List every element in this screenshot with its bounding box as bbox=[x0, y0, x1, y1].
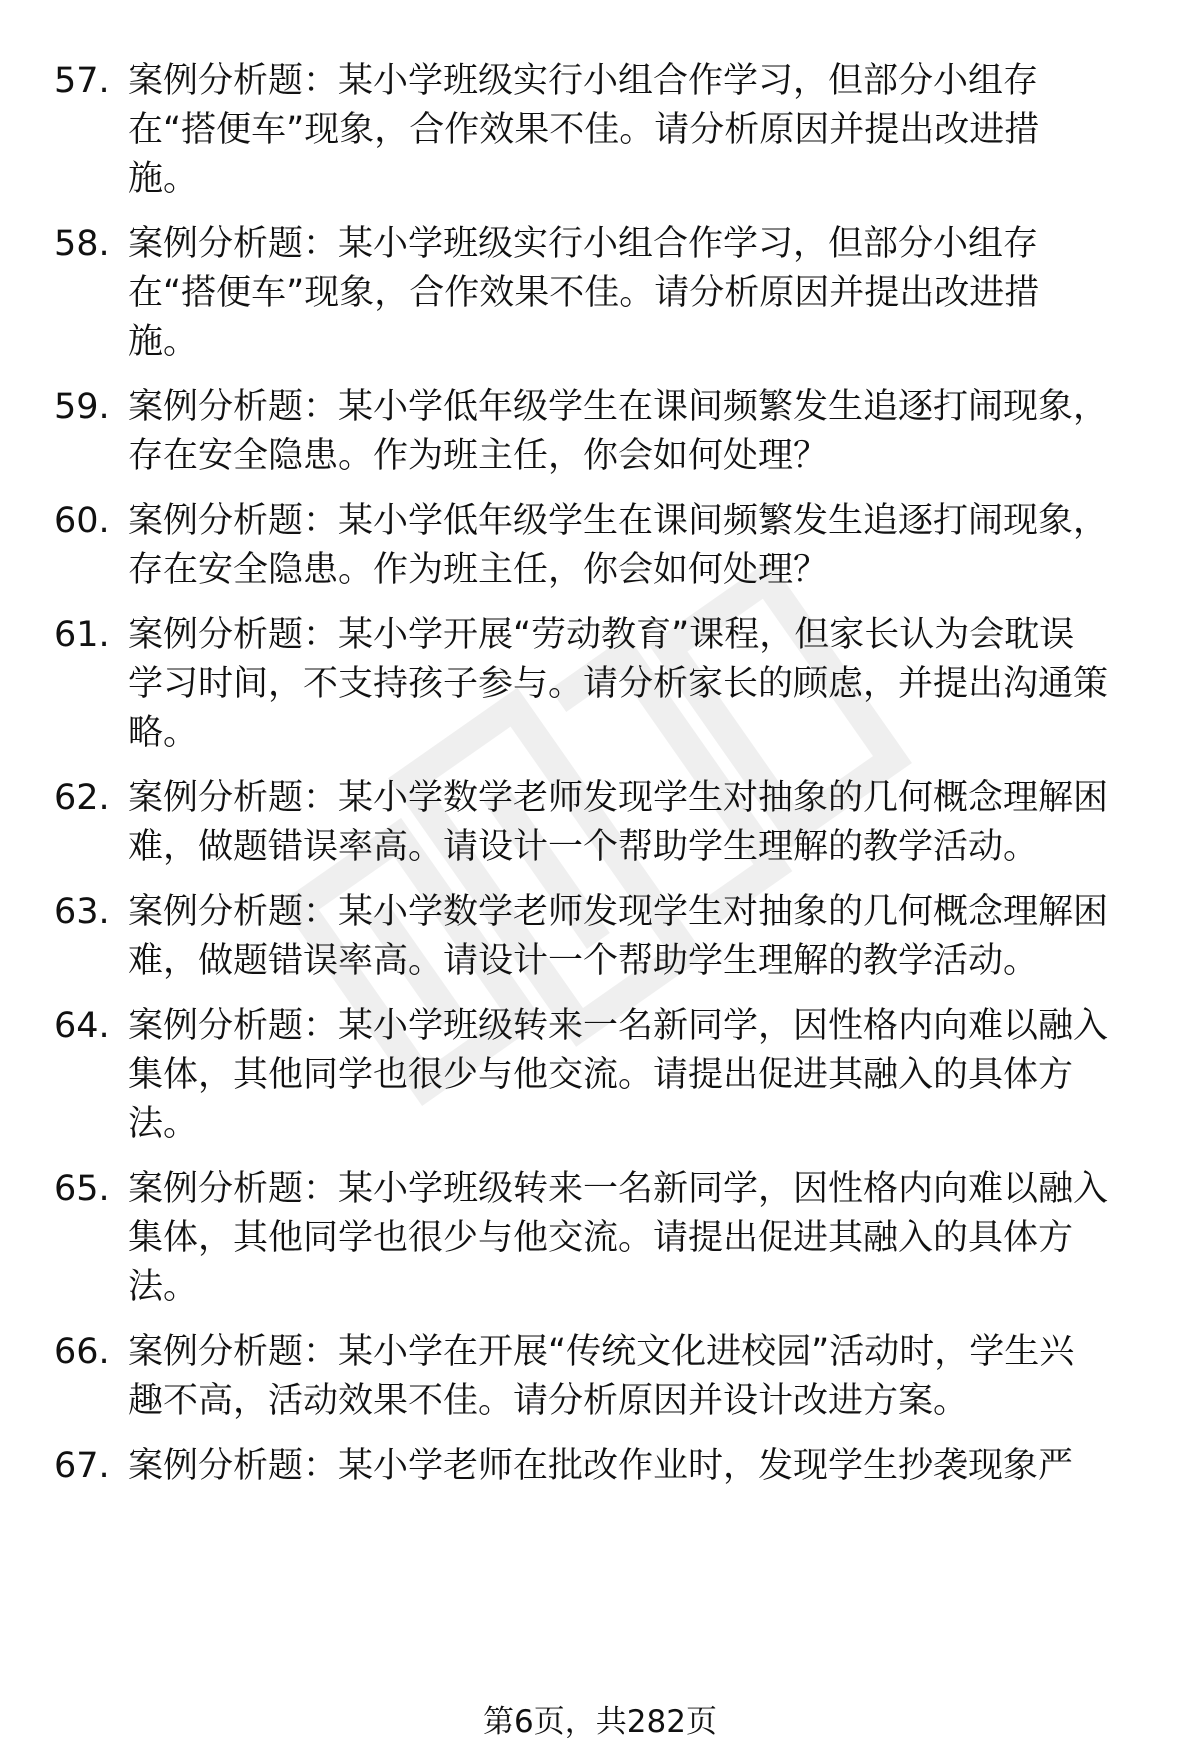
question-text-line: 集体，其他同学也很少与他交流。请提出促进其融入的具体方 bbox=[128, 1218, 1074, 1258]
question-text bbox=[128, 1442, 1138, 1491]
question-text bbox=[128, 1002, 1138, 1149]
question-number: 57. bbox=[54, 61, 110, 101]
question-text-line: 施。 bbox=[128, 322, 199, 362]
question-text bbox=[128, 1328, 1138, 1426]
question-text-line: 法。 bbox=[128, 1267, 199, 1307]
question-text-line: 在“搭便车”现象，合作效果不佳。请分析原因并提出改进措 bbox=[128, 273, 1040, 313]
question-text-line: 略。 bbox=[128, 713, 199, 753]
question-text-line: 案例分析题：某小学开展“劳动教育”课程，但家长认为会耽误 bbox=[128, 615, 1075, 655]
question-text bbox=[128, 57, 1138, 204]
question-number: 58. bbox=[54, 224, 110, 264]
question-text bbox=[128, 774, 1138, 872]
question-number: 66. bbox=[54, 1332, 110, 1372]
question-number: 62. bbox=[54, 778, 110, 818]
question-text-line: 案例分析题：某小学班级转来一名新同学，因性格内向难以融入 bbox=[128, 1006, 1109, 1046]
question-text-line: 案例分析题：某小学班级实行小组合作学习，但部分小组存 bbox=[128, 61, 1039, 101]
question-text-line: 施。 bbox=[128, 159, 199, 199]
question-text bbox=[128, 1165, 1138, 1312]
question-number: 64. bbox=[54, 1006, 110, 1046]
question-text-line: 案例分析题：某小学班级转来一名新同学，因性格内向难以融入 bbox=[128, 1169, 1109, 1209]
question-text-line: 案例分析题：某小学老师在批改作业时，发现学生抄袭现象严 bbox=[128, 1446, 1074, 1486]
question-text-line: 学习时间，不支持孩子参与。请分析家长的顾虑，并提出沟通策 bbox=[128, 664, 1109, 704]
question-text-line: 难，做题错误率高。请设计一个帮助学生理解的教学活动。 bbox=[128, 827, 1039, 867]
question-text-line: 集体，其他同学也很少与他交流。请提出促进其融入的具体方 bbox=[128, 1055, 1074, 1095]
question-number: 65. bbox=[54, 1169, 110, 1209]
question-text-line: 存在安全隐患。作为班主任，你会如何处理？ bbox=[128, 550, 829, 590]
question-text-line: 案例分析题：某小学班级实行小组合作学习，但部分小组存 bbox=[128, 224, 1039, 264]
question-text-line: 案例分析题：某小学低年级学生在课间频繁发生追逐打闹现象， bbox=[128, 387, 1109, 427]
question-number: 67. bbox=[54, 1446, 110, 1486]
question-text-line: 在“搭便车”现象，合作效果不佳。请分析原因并提出改进措 bbox=[128, 110, 1040, 150]
question-number: 63. bbox=[54, 892, 110, 932]
question-text bbox=[128, 383, 1138, 481]
question-text bbox=[128, 497, 1138, 595]
page-number-footer: 第6页，共282页 bbox=[483, 1704, 717, 1740]
question-text bbox=[128, 888, 1138, 986]
question-text-line: 案例分析题：某小学在开展“传统文化进校园”活动时，学生兴 bbox=[128, 1332, 1075, 1372]
question-text-line: 案例分析题：某小学低年级学生在课间频繁发生追逐打闹现象， bbox=[128, 501, 1109, 541]
question-number: 59. bbox=[54, 387, 110, 427]
question-number: 61. bbox=[54, 615, 110, 655]
question-text bbox=[128, 220, 1138, 367]
question-text-line: 难，做题错误率高。请设计一个帮助学生理解的教学活动。 bbox=[128, 941, 1039, 981]
question-text-line: 趣不高，活动效果不佳。请分析原因并设计改进方案。 bbox=[128, 1381, 969, 1421]
question-text-line: 法。 bbox=[128, 1104, 199, 1144]
question-text bbox=[128, 611, 1138, 758]
question-text-line: 案例分析题：某小学数学老师发现学生对抽象的几何概念理解困 bbox=[128, 778, 1109, 818]
question-number: 60. bbox=[54, 501, 110, 541]
question-text-line: 存在安全隐患。作为班主任，你会如何处理？ bbox=[128, 436, 829, 476]
question-text-line: 案例分析题：某小学数学老师发现学生对抽象的几何概念理解困 bbox=[128, 892, 1109, 932]
